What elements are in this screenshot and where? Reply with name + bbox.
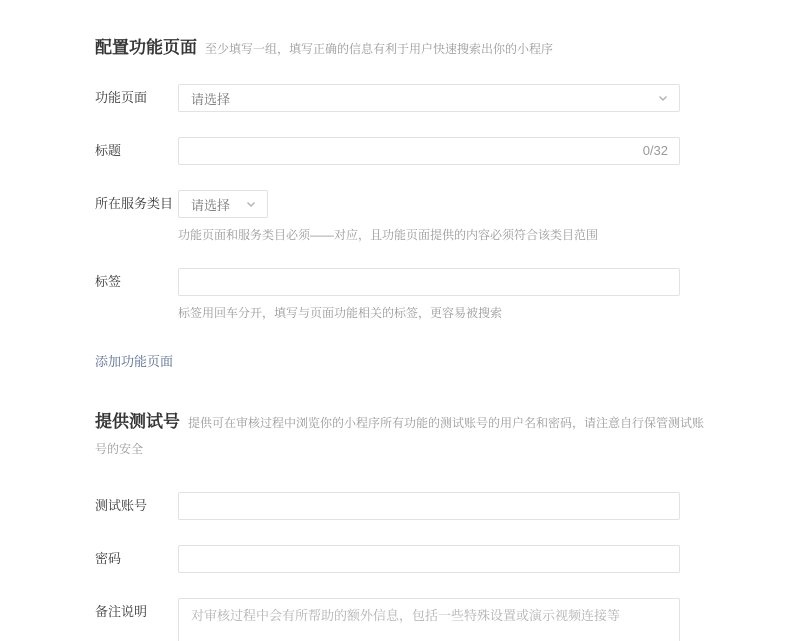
form-row-test-account [95,492,680,520]
section-configure-pages [95,35,800,371]
section-header [95,409,707,462]
remark-textarea[interactable] [178,598,680,641]
service-category-label: 所在服务类目 [95,196,174,211]
section-title: 配置功能页面 [95,38,197,57]
function-page-label: 功能页面 [95,90,148,105]
password-input[interactable] [178,545,680,573]
section-title: 提供测试号 [95,412,180,431]
service-category-select-value: 请选择 [191,197,231,213]
remark-label: 备注说明 [95,604,148,619]
form-row-password [95,545,680,573]
test-account-label: 测试账号 [95,498,148,513]
form-row-title [95,137,680,165]
section-test-account [95,409,800,641]
service-category-hint: 功能页面和服务类目必须——对应，且功能页面提供的内容必须符合该类目范围 [178,228,599,242]
title-label: 标题 [95,143,122,158]
form-row-remark [95,598,680,641]
test-account-input[interactable] [178,492,680,520]
title-input[interactable] [178,137,680,165]
add-function-page-link[interactable]: 添加功能页面 [95,354,174,369]
tags-hint: 标签用回车分开，填写与页面功能相关的标签，更容易被搜索 [178,306,503,320]
title-char-counter: 0/32 [642,143,668,158]
section-subtitle: 提供可在审核过程中浏览你的小程序所有功能的测试账号的用户名和密码，请注意自行保管测试账号的安全 [95,416,705,456]
form-row-tags [95,268,680,321]
tags-input[interactable] [178,268,680,296]
service-category-select[interactable] [178,190,268,218]
function-page-select[interactable] [178,84,680,112]
tags-label: 标签 [95,274,122,289]
form-row-service-category [95,190,680,243]
chevron-down-icon [245,198,257,210]
chevron-down-icon [657,92,669,104]
form-row-function-page [95,84,680,112]
password-label: 密码 [95,551,122,566]
function-page-select-value: 请选择 [191,91,231,107]
section-header [95,35,707,62]
section-subtitle: 至少填写一组，填写正确的信息有利于用户快速搜索出你的小程序 [205,42,554,56]
